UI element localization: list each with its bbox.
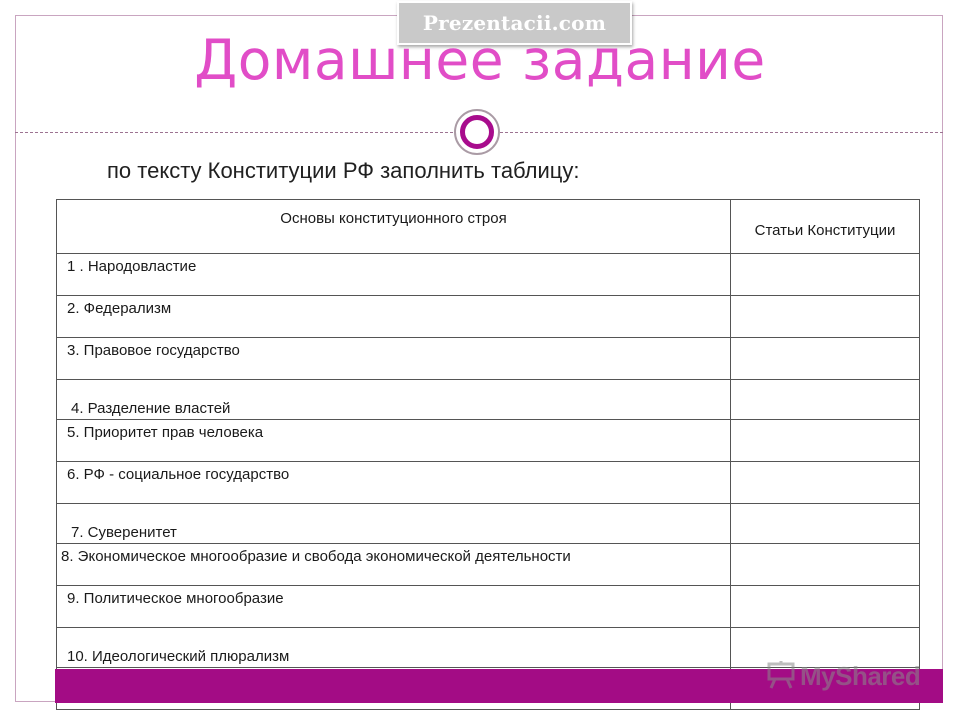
slide-title: Домашнее задание [194, 28, 766, 92]
principle-cell: 9. Политическое многообразие [57, 586, 731, 628]
watermark-text: Prezentacii.com [422, 11, 607, 35]
presentation-board-icon [766, 659, 796, 694]
articles-cell[interactable] [731, 420, 920, 462]
table-row [57, 380, 920, 420]
principle-cell: 4. Разделение властей [57, 380, 731, 420]
articles-cell[interactable] [731, 544, 920, 586]
principle-cell: 3. Правовое государство [57, 338, 731, 380]
articles-cell[interactable] [731, 380, 920, 420]
articles-cell[interactable] [731, 586, 920, 628]
table-row [57, 338, 920, 380]
articles-cell[interactable] [731, 254, 920, 296]
table-row [57, 586, 920, 628]
articles-cell[interactable] [731, 462, 920, 504]
circle-ornament-icon [454, 109, 500, 155]
articles-cell[interactable] [731, 504, 920, 544]
principle-cell: 1 . Народовластие [57, 254, 731, 296]
table-row [57, 544, 920, 586]
principle-cell: 5. Приоритет прав человека [57, 420, 731, 462]
table-row [57, 462, 920, 504]
table-row [57, 504, 920, 544]
principle-cell: 8. Экономическое многообразие и свобода экономической деятельности [57, 544, 731, 586]
principle-cell: 6. РФ - социальное государство [57, 462, 731, 504]
table-header-principles: Основы конституционного строя [57, 200, 731, 254]
logo-text: MyShared [800, 660, 921, 691]
principle-cell: 2. Федерализм [57, 296, 731, 338]
table-header-articles: Статьи Конституции [731, 200, 920, 254]
articles-cell[interactable] [731, 296, 920, 338]
slide-subtitle: по тексту Конституции РФ заполнить таблицу: [107, 158, 580, 183]
myshared-logo[interactable] [766, 659, 920, 693]
principle-cell: 7. Суверенитет [57, 504, 731, 544]
constitution-table [56, 199, 920, 710]
table-row [57, 296, 920, 338]
articles-cell[interactable] [731, 338, 920, 380]
table-row [57, 254, 920, 296]
table-header-row [57, 200, 920, 254]
table-row [57, 420, 920, 462]
principle-cell: 10. Идеологический плюрализм [57, 628, 731, 668]
